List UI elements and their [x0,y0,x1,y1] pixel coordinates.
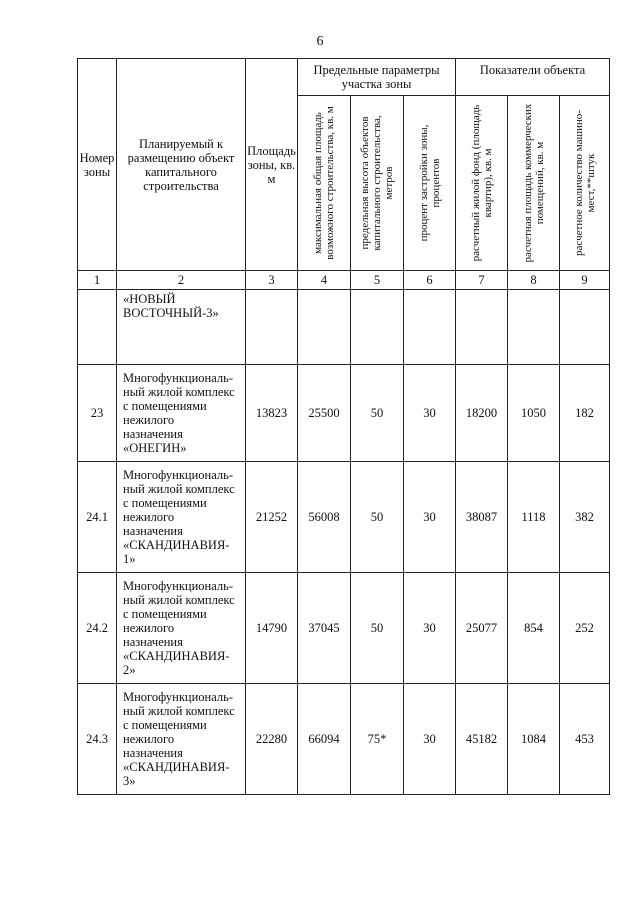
parking: 453 [560,684,610,795]
empty-cell [351,290,404,365]
header-max-area: максимальная общая площадь возможного строительства, кв. м [312,106,336,260]
object-name [117,684,246,795]
column-number: 7 [456,271,508,290]
coverage: 30 [404,684,456,795]
max-area: 66094 [298,684,351,795]
living-fund: 38087 [456,462,508,573]
header-max-area-cell [298,96,351,271]
column-number: 4 [298,271,351,290]
table-row [78,462,610,573]
column-number: 2 [117,271,246,290]
zone-area: 22280 [246,684,298,795]
zone-number: 24.1 [78,462,117,573]
max-height: 50 [351,365,404,462]
header-zone-number: Номер зоны [78,59,117,271]
coverage: 30 [404,365,456,462]
header-parking-cell [560,96,610,271]
section-title-line: ВОСТОЧНЫЙ-3» [123,306,219,320]
header-living-fund: расчетный жилой фонд (площадь квартир), кв. м [469,104,494,262]
column-number-row [78,271,610,290]
header-object: Планируемый к размещению объект капитального строительства [117,59,246,271]
column-number: 6 [404,271,456,290]
page-number: 6 [316,34,324,49]
object-name-line: ный жилой комплекс [123,482,235,496]
header-coverage-cell [404,96,456,271]
empty-cell [508,290,560,365]
object-name-line: назначения [123,635,183,649]
max-area: 56008 [298,462,351,573]
commercial-area: 1050 [508,365,560,462]
header-coverage: процент застройки зоны, процентов [417,124,442,242]
empty-cell [456,290,508,365]
zone-area: 14790 [246,573,298,684]
parking: 182 [560,365,610,462]
zone-parameters-table [77,58,610,795]
max-height: 50 [351,573,404,684]
section-row [78,290,610,365]
object-name-line: нежилого [123,732,175,746]
table-row [78,573,610,684]
object-name-line: «СКАНДИНАВИЯ- [123,760,230,774]
object-name-line: ный жилой комплекс [123,385,235,399]
commercial-area: 854 [508,573,560,684]
header-max-height: предельная высота объектов капитального строительства, метров [359,115,395,251]
object-name-line: Многофункциональ- [123,371,233,385]
zone-number: 23 [78,365,117,462]
zone-area: 13823 [246,365,298,462]
column-number: 5 [351,271,404,290]
header-living-fund-cell [456,96,508,271]
object-name-line: с помещениями [123,496,207,510]
empty-cell [78,290,117,365]
header-max-height-cell [351,96,404,271]
object-name-line: ный жилой комплекс [123,704,235,718]
table-row [78,684,610,795]
header-zone-area: Площадь зоны, кв. м [246,59,298,271]
object-name-line: Многофункциональ- [123,579,233,593]
header-group-indicators: Показатели объекта [456,59,610,96]
object-name-line: с помещениями [123,607,207,621]
column-number: 8 [508,271,560,290]
object-name-line: «СКАНДИНАВИЯ- [123,538,230,552]
column-number: 9 [560,271,610,290]
object-name-line: нежилого [123,413,175,427]
header-group-limits: Предельные параметры участка зоны [298,59,456,96]
object-name-line: 2» [123,663,136,677]
living-fund: 18200 [456,365,508,462]
object-name-line: Многофункциональ- [123,690,233,704]
object-name [117,573,246,684]
object-name-line: нежилого [123,510,175,524]
header-parking: расчетное количество машино-мест,**штук [572,110,597,256]
table-row [78,365,610,462]
max-area: 25500 [298,365,351,462]
coverage: 30 [404,573,456,684]
object-name-line: назначения [123,746,183,760]
header-commercial-area-cell [508,96,560,271]
object-name [117,462,246,573]
living-fund: 25077 [456,573,508,684]
commercial-area: 1084 [508,684,560,795]
object-name-line: нежилого [123,621,175,635]
max-area: 37045 [298,573,351,684]
coverage: 30 [404,462,456,573]
empty-cell [246,290,298,365]
commercial-area: 1118 [508,462,560,573]
object-name-line: ный жилой комплекс [123,593,235,607]
object-name-line: «СКАНДИНАВИЯ- [123,649,230,663]
parking: 382 [560,462,610,573]
zone-number: 24.2 [78,573,117,684]
object-name-line: Многофункциональ- [123,468,233,482]
zone-number: 24.3 [78,684,117,795]
section-title [117,290,246,365]
living-fund: 45182 [456,684,508,795]
object-name-line: 1» [123,552,136,566]
zone-area: 21252 [246,462,298,573]
object-name-line: назначения [123,427,183,441]
object-name [117,365,246,462]
empty-cell [560,290,610,365]
empty-cell [298,290,351,365]
object-name-line: «ОНЕГИН» [123,441,187,455]
object-name-line: с помещениями [123,399,207,413]
parking: 252 [560,573,610,684]
section-title-line: «НОВЫЙ [123,292,176,306]
max-height: 75* [351,684,404,795]
object-name-line: 3» [123,774,136,788]
max-height: 50 [351,462,404,573]
empty-cell [404,290,456,365]
column-number: 3 [246,271,298,290]
column-number: 1 [78,271,117,290]
object-name-line: с помещениями [123,718,207,732]
header-commercial-area: расчетная площадь коммерческих помещений, кв. м [521,103,546,263]
object-name-line: назначения [123,524,183,538]
